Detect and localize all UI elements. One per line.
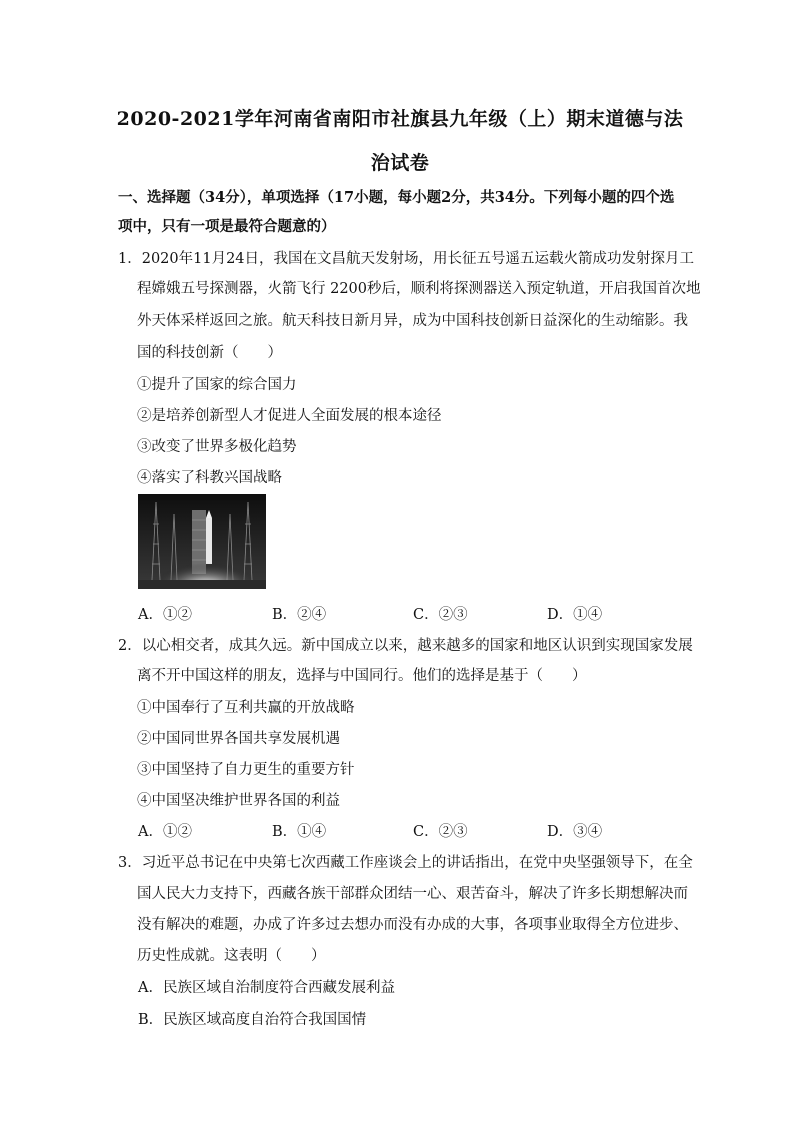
q2-stem-line-2: 离不开中国这样的朋友，选择与中国同行。他们的选择是基于（ ） (137, 668, 587, 684)
q2-option-b[interactable]: B．①④ (272, 824, 327, 840)
rocket-launch-illustration (138, 494, 266, 589)
section-heading-line-2: 项中，只有一项是最符合题意的） (118, 218, 336, 235)
q2-option-c[interactable]: C．②③ (413, 824, 468, 840)
exam-title-line-2: 治试卷 (370, 152, 430, 174)
rocket-launch-photo (138, 494, 266, 589)
q2-item-2: ②中国同世界各国共享发展机遇 (137, 731, 340, 747)
q1-option-c[interactable]: C．②③ (413, 607, 468, 623)
q1-item-4: ④落实了科教兴国战略 (137, 470, 282, 486)
q3-stem-line-2: 国人民大力支持下，西藏各族干部群众团结一心、艰苦奋斗，解决了许多长期想解决而 (137, 886, 688, 902)
q3-option-a[interactable]: A．民族区域自治制度符合西藏发展利益 (138, 980, 395, 996)
q1-option-b[interactable]: B．②④ (272, 607, 327, 623)
q1-stem-line-1: 1．2020年11月24日，我国在文昌航天发射场，用长征五号遥五运载火箭成功发射探月工 (118, 251, 695, 267)
q3-option-b[interactable]: B．民族区域高度自治符合我国国情 (138, 1012, 367, 1028)
section-heading-line-1: 一、选择题（34分），单项选择（17小题，每小题2分，共34分。下列每小题的四个选 (118, 189, 675, 206)
q2-item-4: ④中国坚决维护世界各国的利益 (137, 793, 340, 809)
q2-item-3: ③中国坚持了自力更生的重要方针 (137, 762, 355, 778)
q1-item-2: ②是培养创新型人才促进人全面发展的根本途径 (137, 408, 442, 424)
q3-stem-line-1: 3．习近平总书记在中央第七次西藏工作座谈会上的讲话指出，在党中央坚强领导下，在全 (118, 855, 693, 871)
q3-stem-line-3: 没有解决的难题，办成了许多过去想办而没有办成的大事，各项事业取得全方位进步、 (137, 917, 688, 933)
q2-option-a[interactable]: A．①② (138, 824, 192, 840)
q1-item-1: ①提升了国家的综合国力 (137, 377, 297, 393)
exam-title-line-1: 2020-2021学年河南省南阳市社旗县九年级（上）期末道德与法 (116, 108, 684, 130)
q1-option-a[interactable]: A．①② (138, 607, 192, 623)
q1-item-3: ③改变了世界多极化趋势 (137, 439, 297, 455)
q1-stem-line-4: 国的科技创新（ ） (137, 345, 282, 361)
q3-stem-line-4: 历史性成就。这表明（ ） (137, 948, 326, 964)
q2-item-1: ①中国奉行了互利共赢的开放战略 (137, 700, 355, 716)
q2-option-d[interactable]: D．③④ (547, 824, 603, 840)
q1-stem-line-2: 程嫦娥五号探测器，火箭飞行 2200秒后，顺利将探测器送入预定轨道，开启我国首次地 (137, 281, 701, 297)
q1-stem-line-3: 外天体采样返回之旅。航天科技日新月异，成为中国科技创新日益深化的生动缩影。我 (137, 313, 688, 329)
q1-option-d[interactable]: D．①④ (547, 607, 603, 623)
q2-stem-line-1: 2．以心相交者，成其久远。新中国成立以来，越来越多的国家和地区认识到实现国家发展 (118, 638, 693, 654)
